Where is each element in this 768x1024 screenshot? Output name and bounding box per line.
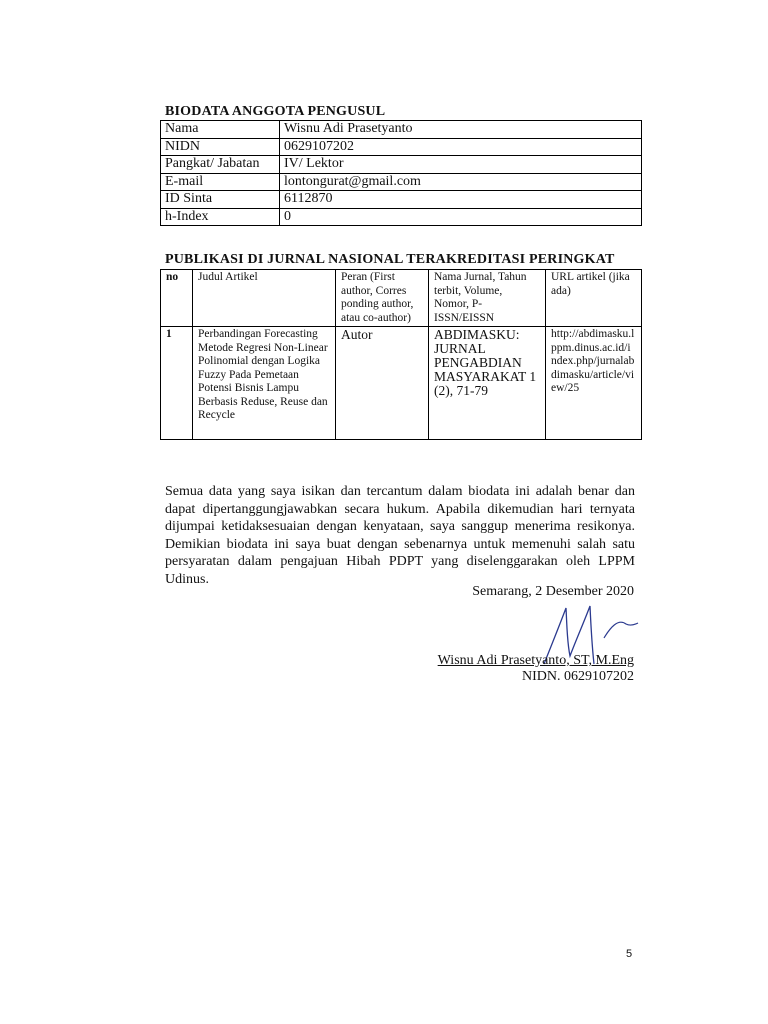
row-label: ID Sinta — [161, 191, 280, 209]
row-label: E-mail — [161, 173, 280, 191]
row-label: Nama — [161, 121, 280, 139]
publikasi-title: PUBLIKASI DI JURNAL NASIONAL TERAKREDITASI PERINGKAT — [165, 252, 615, 267]
row-value: 6112870 — [280, 191, 642, 209]
header-peran: Peran (First author, Corres ponding author, atau co-author) — [336, 270, 429, 327]
signer-nidn: NIDN. 0629107202 — [522, 669, 634, 684]
row-value: lontongurat@gmail.com — [280, 173, 642, 191]
header-judul: Judul Artikel — [193, 270, 336, 327]
table-row — [161, 191, 642, 209]
row-label: NIDN — [161, 138, 280, 156]
table-row — [161, 173, 642, 191]
table-row — [161, 208, 642, 226]
row-value: Wisnu Adi Prasetyanto — [280, 121, 642, 139]
row-label: Pangkat/ Jabatan — [161, 156, 280, 174]
row-value: 0 — [280, 208, 642, 226]
table-header-row — [161, 270, 642, 327]
biodata-title: BIODATA ANGGOTA PENGUSUL — [165, 104, 386, 119]
statement-paragraph: Semua data yang saya isikan dan tercantum dalam biodata ini adalah benar dan dapat dipertanggungjawabkan secara hukum. Apabila dikemudian hari ternyata dijumpai ketidaksesuaian dengan kenyataan, saya sanggup menerima resikonya. Demikian biodata ini saya buat dengan sebenarnya untuk memenuhi salah satu persyaratan dalam pengajuan Hibah PDPT yang diselenggarakan oleh LPPM Udinus. — [165, 484, 635, 587]
header-url: URL artikel (jika ada) — [546, 270, 642, 327]
signer-name: Wisnu Adi Prasetyanto, ST, M.Eng — [437, 653, 634, 668]
row-value: 0629107202 — [280, 138, 642, 156]
biodata-table — [160, 120, 642, 226]
page-number: 5 — [626, 948, 633, 960]
cell-jurnal: ABDIMASKU: JURNAL PENGABDIAN MASYARAKAT 1 (2), 71-79 — [429, 327, 546, 440]
publikasi-table — [160, 269, 642, 440]
cell-url: http://abdimasku.lppm.dinus.ac.id/index.php/jurnalabdimasku/article/view/25 — [546, 327, 642, 440]
place-date: Semarang, 2 Desember 2020 — [472, 584, 634, 599]
table-row — [161, 138, 642, 156]
row-value: IV/ Lektor — [280, 156, 642, 174]
table-row — [161, 121, 642, 139]
header-no: no — [161, 270, 193, 327]
cell-no: 1 — [161, 327, 193, 440]
cell-judul: Perbandingan Forecasting Metode Regresi Non-Linear Polinomial dengan Logika Fuzzy Pada Pemetaan Potensi Bisnis Lampu Berbasis Reduse, Reuse dan Recycle — [193, 327, 336, 440]
header-jurnal: Nama Jurnal, Tahun terbit, Volume, Nomor, P-ISSN/EISSN — [429, 270, 546, 327]
table-row — [161, 156, 642, 174]
table-row — [161, 327, 642, 440]
cell-peran: Autor — [336, 327, 429, 440]
row-label: h-Index — [161, 208, 280, 226]
